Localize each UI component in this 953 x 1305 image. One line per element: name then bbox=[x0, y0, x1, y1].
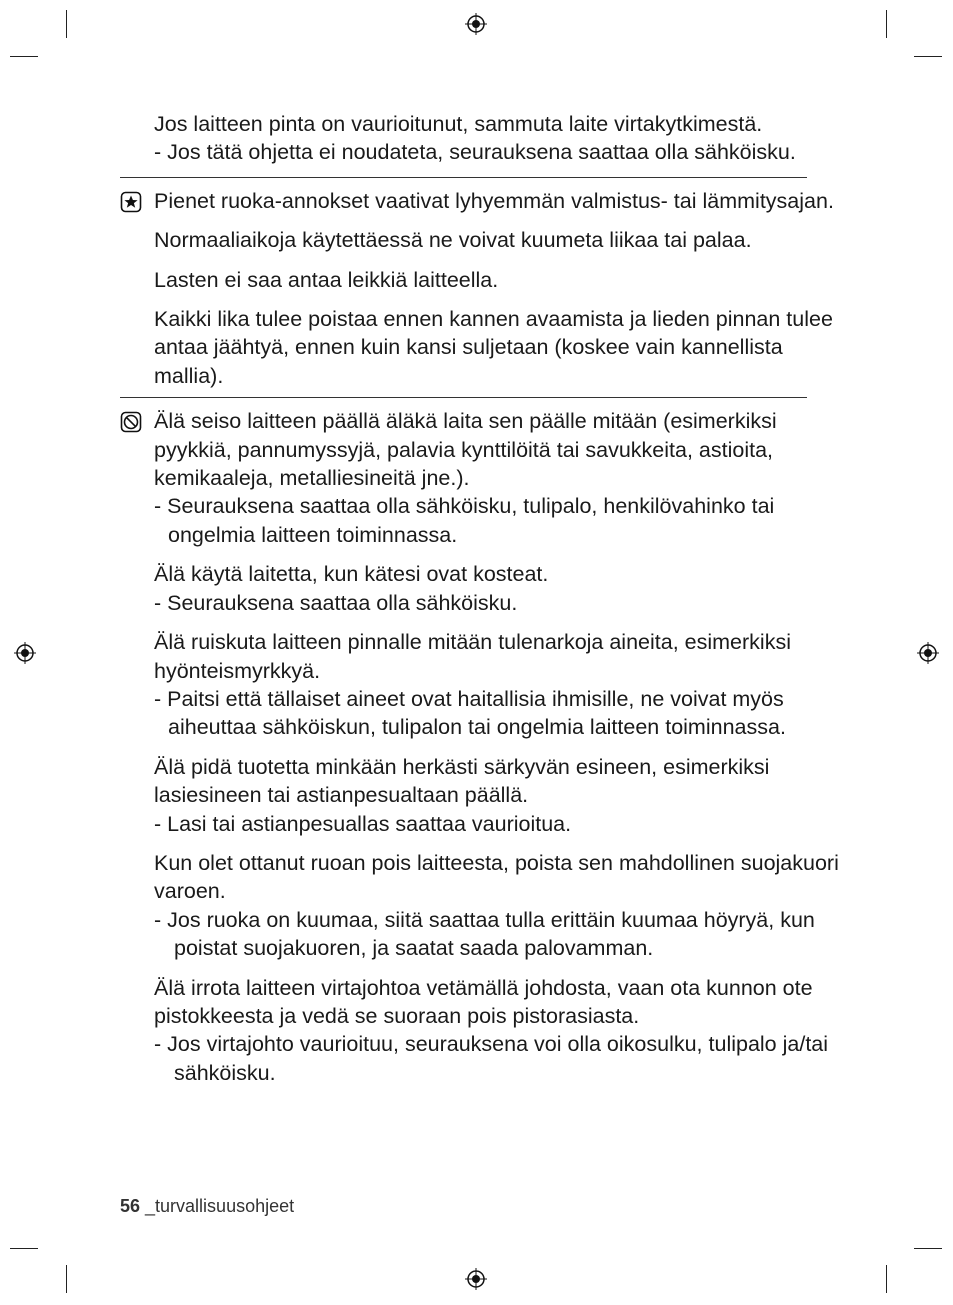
prohibition-text: Älä seiso laitteen päällä äläkä laita sen päälle mitään (esimerkiksi pyykkiä, pannumyssyjä, palavia kynttilöitä tai savukkeita, astioita, kemikaaleja, metalliesineitä jne.). bbox=[154, 409, 777, 491]
note-paragraph: Pienet ruoka-annokset vaativat lyhyemmän valmistus- tai lämmitysajan. bbox=[154, 188, 834, 213]
page-content bbox=[120, 110, 840, 1087]
consequence-text: - Jos ruoka on kuumaa, siitä saattaa tulla erittäin kuumaa höyryä, kun poistat suojakuoren, ja saatat saada palovamman. bbox=[154, 907, 815, 961]
section-divider bbox=[120, 177, 807, 178]
section-notes bbox=[120, 187, 840, 390]
prohibition-item bbox=[154, 974, 840, 1088]
crop-mark bbox=[66, 1265, 67, 1293]
registration-mark-icon bbox=[465, 1268, 487, 1290]
section-name: _turvallisuusohjeet bbox=[140, 1196, 295, 1216]
registration-mark-icon bbox=[917, 642, 939, 664]
consequence-text: - Jos tätä ohjetta ei noudateta, seurauksena saattaa olla sähköisku. bbox=[154, 140, 796, 165]
section-divider bbox=[120, 397, 807, 398]
crop-mark bbox=[10, 1248, 38, 1249]
star-note-icon bbox=[120, 191, 142, 213]
prohibition-item bbox=[154, 407, 840, 549]
crop-mark bbox=[914, 1248, 942, 1249]
note-paragraph: Lasten ei saa antaa leikkiä laitteella. bbox=[154, 267, 499, 292]
note-paragraph: Normaaliaikoja käytettäessä ne voivat kuumeta liikaa tai palaa. bbox=[154, 228, 752, 253]
prohibition-text: Kun olet ottanut ruoan pois laitteesta, poista sen mahdollinen suojakuori varoen. bbox=[154, 850, 839, 904]
prohibition-text: Älä ruiskuta laitteen pinnalle mitään tulenarkoja aineita, esimerkiksi hyönteismyrkkyä. bbox=[154, 630, 791, 683]
section-prohibitions bbox=[120, 407, 840, 1087]
crop-mark bbox=[886, 10, 887, 38]
section-surface-damage bbox=[120, 110, 840, 167]
crop-mark bbox=[10, 56, 38, 57]
prohibition-item bbox=[154, 628, 840, 742]
registration-mark-icon bbox=[14, 642, 36, 664]
consequence-text: - Seurauksena saattaa olla sähköisku, tulipalo, henkilövahinko tai ongelmia laitteen toiminnassa. bbox=[154, 494, 775, 547]
prohibition-text: Älä käytä laitetta, kun kätesi ovat kosteat. bbox=[154, 562, 549, 587]
consequence-text: - Lasi tai astianpesuallas saattaa vaurioitua. bbox=[154, 811, 572, 836]
page-footer bbox=[120, 1196, 294, 1217]
consequence-text: - Jos virtajohto vaurioituu, seurauksena voi olla oikosulku, tulipalo ja/tai sähköisku. bbox=[154, 1032, 829, 1085]
instruction-text: Jos laitteen pinta on vaurioitunut, sammuta laite virtakytkimestä. bbox=[154, 112, 763, 136]
prohibition-text: Älä irrota laitteen virtajohtoa vetämällä johdosta, vaan ota kunnon ote pistokkeesta ja vedä se suoraan pois pistorasiasta. bbox=[154, 975, 813, 1028]
crop-mark bbox=[886, 1265, 887, 1293]
page-number: 56 bbox=[120, 1196, 141, 1216]
prohibited-icon bbox=[120, 411, 142, 433]
prohibition-item bbox=[154, 849, 840, 963]
consequence-text: - Paitsi että tällaiset aineet ovat haitallisia ihmisille, ne voivat myös aiheuttaa sähköiskun, tulipalon tai ongelmia laitteen toiminnassa. bbox=[154, 686, 786, 740]
consequence-text: - Seurauksena saattaa olla sähköisku. bbox=[154, 590, 518, 615]
note-paragraph: Kaikki lika tulee poistaa ennen kannen avaamista ja lieden pinnan tulee antaa jäähtyä, ennen kuin kansi suljetaan (koskee vain kannellista mallia). bbox=[154, 307, 833, 388]
prohibition-item bbox=[154, 560, 840, 617]
prohibition-text: Älä pidä tuotetta minkään herkästi särkyvän esineen, esimerkiksi lasiesineen tai astianpesualtaan päällä. bbox=[154, 754, 770, 808]
prohibition-item bbox=[154, 753, 840, 838]
registration-mark-icon bbox=[465, 13, 487, 35]
crop-mark bbox=[66, 10, 67, 38]
crop-mark bbox=[914, 56, 942, 57]
